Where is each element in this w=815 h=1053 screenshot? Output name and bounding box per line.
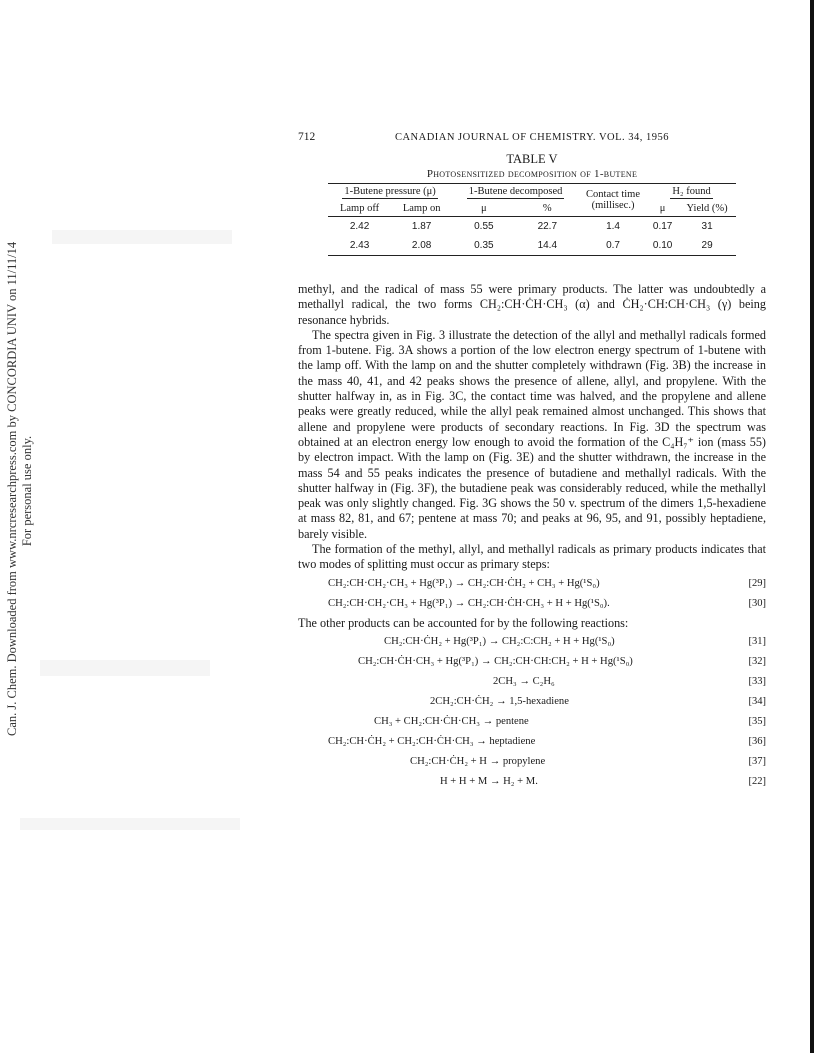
equation-number: [37] xyxy=(748,755,766,767)
sub-header: Lamp off xyxy=(328,201,391,217)
equation-number: [32] xyxy=(748,655,766,667)
equation-number: [30] xyxy=(748,597,766,609)
equation-formula: CH₂:CH·CH₂·CH₃ + Hg(³P₁) → CH₂:CH·ĊH₂ + CH₃ + Hg(¹S₀) xyxy=(328,577,600,589)
watermark-line-2: For personal use only. xyxy=(20,435,34,547)
equation-formula: 2CH₂:CH·ĊH₂ → 1,5-hexadiene xyxy=(430,695,569,707)
table-row xyxy=(328,236,736,256)
group-header: 1-Butene decomposed xyxy=(452,184,579,202)
table-row xyxy=(328,217,736,237)
equation-22 xyxy=(298,774,766,794)
sub-header: Lamp on xyxy=(391,201,452,217)
table-cell: 22.7 xyxy=(537,221,558,232)
journal-title: CANADIAN JOURNAL OF CHEMISTRY. VOL. 34, 1956 xyxy=(394,132,670,143)
page-edge-bar xyxy=(810,0,814,1053)
table-cell: 0.17 xyxy=(652,221,673,232)
table-cell: 14.4 xyxy=(516,236,579,256)
group-header: Contact time (millisec.) xyxy=(579,184,647,217)
equation-formula: CH₂:CH·CH₂·CH₃ + Hg(³P₁) → CH₂:CH·ĊH·CH₃ + H + Hg(¹S₀). xyxy=(328,597,610,609)
table-cell: 1.4 xyxy=(606,221,620,232)
table-cell: 2.43 xyxy=(328,236,391,256)
equation-formula: CH₂:CH·ĊH₂ + Hg(³P₁) → CH₂:C:CH₂ + H + Hg(¹S₀) xyxy=(384,635,615,647)
equation-37 xyxy=(298,754,766,774)
sub-header: μ xyxy=(452,201,515,217)
equation-32 xyxy=(298,654,766,674)
equation-29 xyxy=(298,576,766,596)
table-cell: 2.42 xyxy=(349,221,370,232)
group-header: H₂ found xyxy=(647,184,736,202)
equation-33 xyxy=(298,674,766,694)
equation-number: [22] xyxy=(748,775,766,787)
equation-number: [31] xyxy=(748,635,766,647)
equation-35 xyxy=(298,714,766,734)
table-cell: 0.7 xyxy=(579,236,647,256)
table-sub-header-row xyxy=(328,201,736,217)
sub-header: Yield (%) xyxy=(678,201,736,217)
table-cell: 1.87 xyxy=(411,221,432,232)
sub-header: μ xyxy=(647,201,678,217)
equation-formula: CH₃ + CH₂:CH·ĊH·CH₃ → pentene xyxy=(374,715,529,727)
equation-36 xyxy=(298,734,766,754)
group-header: 1-Butene pressure (μ) xyxy=(328,184,452,202)
scan-smudge xyxy=(52,230,232,244)
equation-formula: CH₂:CH·ĊH·CH₃ + Hg(³P₁) → CH₂:CH·CH:CH₂ + H + Hg(¹S₀) xyxy=(358,655,633,667)
scan-smudge xyxy=(40,660,210,676)
watermark-line-1: Can. J. Chem. Downloaded from www.nrcresearchpress.com by CONCORDIA UNIV on 11/11/14 xyxy=(5,241,19,736)
equation-number: [34] xyxy=(748,695,766,707)
equation-30 xyxy=(298,596,766,616)
body-text xyxy=(298,282,766,794)
paragraph: The formation of the methyl, allyl, and methallyl radicals as primary products indicates that two modes of splitting must occur as primary steps: xyxy=(298,542,766,572)
table-cell: 31 xyxy=(701,221,713,232)
table-cell: 29 xyxy=(678,236,736,256)
paragraph: The spectra given in Fig. 3 illustrate the detection of the allyl and methallyl radicals formed from 1-butene. Fig. 3A shows a portion of the low electron energy spectrum of 1-butene with the lamp off. With the lamp on and the shutter completely withdrawn (Fig. 3B) the increase in the mass 40, 41, and 42 peaks shows the presence of allene, allyl, and propylene. With the shutter halfway in, as in Fig. 3C, the contact time was halved, and the propylene and allene peaks were greatly reduced, while the allyl peak remained almost unchanged. This shows that allene and propylene were products of secondary reactions. In Fig. 3D the spectrum was obtained at an electron energy low enough to avoid the formation of the C₄H₇⁺ ion (mass 55) by electron impact. With the lamp on (Fig. 3E) and the shutter withdrawn, the increase in the mass 54 and 55 peaks indicates the presence of butadiene and methallyl radicals. With the shutter halfway in (Fig. 3F), the butadiene peak was considerably reduced, while the methallyl peak was only slightly changed. Fig. 3G shows the 50 v. spectrum of the dimers 1,5-hexadiene at mass 82, 81, and 67; pentene at mass 70; and peaks at 96, 95, and 91, possibly heptadiene, barely visible. xyxy=(298,327,766,541)
equation-formula: CH₂:CH·ĊH₂ + CH₂:CH·ĊH·CH₃ → heptadiene xyxy=(328,735,536,747)
equation-34 xyxy=(298,694,766,714)
equation-number: [33] xyxy=(748,675,766,687)
equation-number: [29] xyxy=(748,577,766,589)
table-cell: 2.08 xyxy=(391,236,452,256)
equation-formula: CH₂:CH·ĊH₂ + H → propylene xyxy=(410,755,546,767)
data-table xyxy=(328,183,736,256)
equation-number: [36] xyxy=(748,735,766,747)
sub-header: % xyxy=(516,201,579,217)
paragraph: The other products can be accounted for by the following reactions: xyxy=(298,615,629,630)
equation-number: [35] xyxy=(748,715,766,727)
table-cell: 0.10 xyxy=(647,236,678,256)
page-number: 712 xyxy=(298,131,316,143)
equation-31 xyxy=(298,634,766,654)
paragraph: methyl, and the radical of mass 55 were primary products. The latter was undoubtedly a methallyl radical, the two forms CH₂:CH·ĊH·CH₃ (α) and ĊH₂·CH:CH·CH₃ (γ) being resonance hybrids. xyxy=(298,282,766,327)
scan-smudge xyxy=(20,818,240,830)
table-cell: 0.55 xyxy=(474,221,494,232)
table-group-header-row xyxy=(328,184,736,202)
table-title: TABLE V xyxy=(506,152,558,166)
table-caption: Photosensitized decomposition of 1-butene xyxy=(426,168,638,180)
table-cell: 0.35 xyxy=(452,236,515,256)
equation-formula: 2CH₃ → C₂H₆ xyxy=(493,675,555,687)
download-watermark xyxy=(0,241,40,736)
equation-formula: H + H + M → H₂ + M. xyxy=(440,775,538,787)
